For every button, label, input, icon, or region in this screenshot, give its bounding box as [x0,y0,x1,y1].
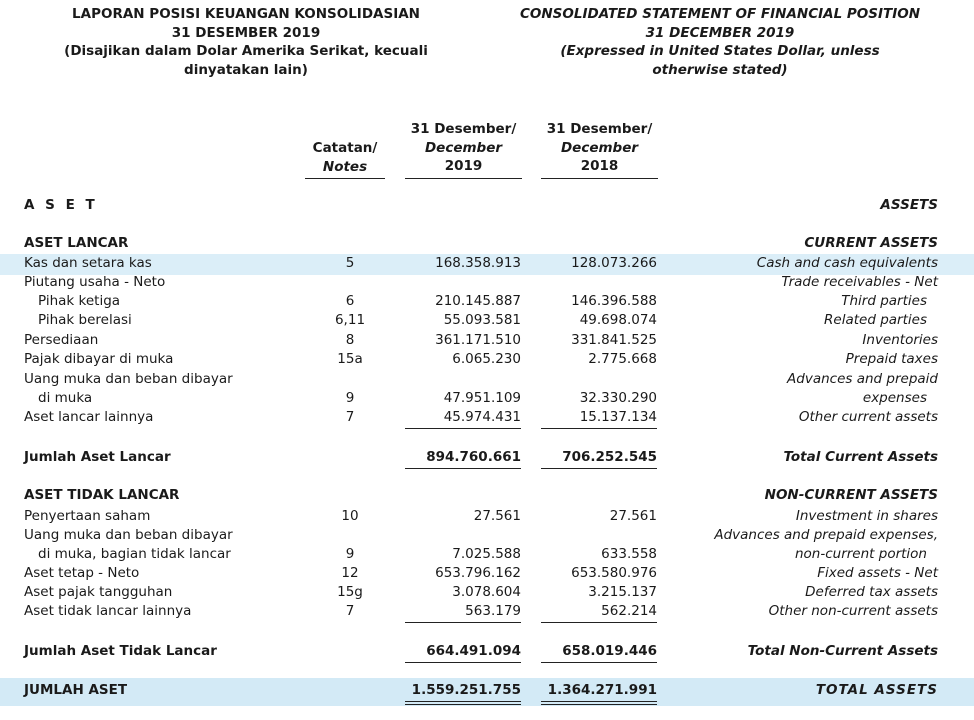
table-row [0,545,974,565]
subtotal-row [0,642,974,662]
column-header-line: 2019 [444,158,483,174]
table-row [0,389,974,409]
row-label-en: Other current assets [798,409,938,425]
row-label-en: Deferred tax assets [805,584,938,600]
row-label-en: Inventories [862,332,938,348]
row-note: 6 [345,293,355,309]
row-value-2019: 361.171.510 [435,332,521,348]
header-rule [541,178,658,179]
row-label: Jumlah Aset Lancar [24,449,171,465]
table-row [0,292,974,312]
currency-note-line: (Expressed in United States Dollar, unless [560,43,880,59]
table-row [0,370,974,390]
row-label: Pihak berelasi [38,312,132,328]
row-value-2019: 210.145.887 [435,293,521,309]
row-value-2018: 15.137.134 [541,408,657,429]
row-label: di muka, bagian tidak lancar [38,546,231,562]
row-label-en: Total Current Assets [783,449,938,465]
row-label: ASET LANCAR [24,235,129,251]
row-value-2018: 3.215.137 [588,584,657,600]
report-title-id [36,5,456,79]
row-label: Kas dan setara kas [24,255,152,271]
date-line: 31 DESEMBER 2019 [171,24,321,41]
row-label: Aset tetap - Neto [24,565,140,581]
row-value-2019: 45.974.431 [405,408,521,429]
total-row [0,678,974,706]
row-value-2019: 7.025.588 [452,546,521,562]
row-label-en: Investment in shares [795,508,938,524]
row-label-en: Advances and prepaid [787,371,938,387]
row-value-2019: 664.491.094 [405,642,521,663]
row-label-en: Other non-current assets [768,603,938,619]
table-row [0,507,974,527]
table-row [0,486,974,506]
table-row [0,331,974,351]
row-value-2019: 55.093.581 [443,312,521,328]
row-label: Persediaan [24,332,99,348]
row-label: Uang muka dan beban dibayar [24,371,233,387]
table-row [0,234,974,254]
row-label-en: TOTAL ASSETS [815,682,938,698]
table-row [0,583,974,603]
header-rule [305,178,385,179]
row-value-2019: 27.561 [473,508,521,524]
row-note: 7 [345,603,355,619]
row-value-2018: 49.698.074 [579,312,657,328]
row-value-2018: 146.396.588 [571,293,657,309]
table-row [0,311,974,331]
row-note: 6,11 [334,312,366,328]
report-title-en [505,5,935,79]
row-value-2018: 658.019.446 [541,642,657,663]
row-label-en: expenses [862,390,927,406]
row-value-2019: 1.559.251.755 [405,681,521,705]
row-label-en: Cash and cash equivalents [756,255,938,271]
row-label: JUMLAH ASET [24,682,128,698]
currency-note-line: dinyatakan lain) [184,61,308,78]
header-rule [405,178,522,179]
row-note: 15a [337,351,363,367]
row-value-2018: 128.073.266 [571,255,657,271]
row-value-2019: 168.358.913 [435,255,521,271]
currency-note-line: otherwise stated) [652,61,788,78]
column-header-line: 2018 [580,158,619,174]
row-label: Piutang usaha - Neto [24,274,166,290]
column-header-line: Catatan/ [312,140,378,156]
row-note: 15g [337,584,363,600]
row-label: Aset lancar lainnya [24,409,154,425]
row-value-2018: 653.580.976 [571,565,657,581]
title-line: CONSOLIDATED STATEMENT OF FINANCIAL POSITION [519,6,921,22]
row-note: 10 [341,508,359,524]
title-line: LAPORAN POSISI KEUANGAN KONSOLIDASIAN [72,6,420,22]
row-note: 8 [345,332,355,348]
row-label-en: Advances and prepaid expenses, [714,527,938,543]
row-value-2018: 562.214 [541,602,657,623]
section-label-en: ASSETS [880,197,938,213]
row-label-en: CURRENT ASSETS [804,235,938,251]
row-value-2018: 2.775.668 [588,351,657,367]
table-row-selected[interactable] [0,254,974,275]
column-header-line: Notes [322,158,368,175]
column-header-line: December [424,139,503,156]
table-row [0,273,974,293]
row-label-en: non-current portion [794,546,927,562]
row-value-2018: 1.364.271.991 [541,681,657,705]
row-label: di muka [38,390,93,406]
row-value-2019: 47.951.109 [443,390,521,406]
row-value-2018: 32.330.290 [579,390,657,406]
row-label: Aset tidak lancar lainnya [24,603,192,619]
row-value-2018: 27.561 [609,508,657,524]
column-header-line: December [560,139,639,156]
row-value-2018: 633.558 [601,546,657,562]
row-note: 9 [345,390,355,406]
row-label-en: Prepaid taxes [845,351,938,367]
column-header-line: 31 Desember/ [546,121,653,137]
row-value-2019: 563.179 [405,602,521,623]
row-label-en: NON-CURRENT ASSETS [764,487,938,503]
subtotal-row [0,448,974,468]
row-label: Penyertaan saham [24,508,151,524]
table-row [0,408,974,428]
table-row [0,526,974,546]
row-note: 5 [345,255,355,271]
row-value-2019: 653.796.162 [435,565,521,581]
row-label-en: Fixed assets - Net [817,565,938,581]
table-row [0,564,974,584]
row-label: Pihak ketiga [38,293,121,309]
section-label-id: A S E T [24,197,98,213]
row-value-2019: 6.065.230 [452,351,521,367]
row-note: 7 [345,409,355,425]
row-value-2019: 3.078.604 [452,584,521,600]
row-label-en: Related parties [824,312,927,328]
row-label-en: Trade receivables - Net [781,274,938,290]
row-label: Aset pajak tangguhan [24,584,173,600]
date-line: 31 DECEMBER 2019 [645,24,795,41]
row-label: Jumlah Aset Tidak Lancar [24,643,217,659]
column-header-2018 [541,120,658,176]
section-heading-assets [0,196,974,216]
column-header-line: 31 Desember/ [410,121,517,137]
row-note: 9 [345,546,355,562]
table-row [0,602,974,622]
row-label: ASET TIDAK LANCAR [24,487,180,503]
column-header-2019 [405,120,522,176]
currency-note-line: (Disajikan dalam Dolar Amerika Serikat, kecuali [64,43,428,59]
row-label: Pajak dibayar di muka [24,351,174,367]
column-header-notes [305,139,385,176]
row-value-2018: 706.252.545 [541,448,657,469]
row-label-en: Total Non-Current Assets [747,643,938,659]
row-value-2019: 894.760.661 [405,448,521,469]
row-label: Uang muka dan beban dibayar [24,527,233,543]
row-value-2018: 331.841.525 [571,332,657,348]
table-row [0,350,974,370]
row-note: 12 [341,565,359,581]
row-label-en: Third parties [841,293,927,309]
